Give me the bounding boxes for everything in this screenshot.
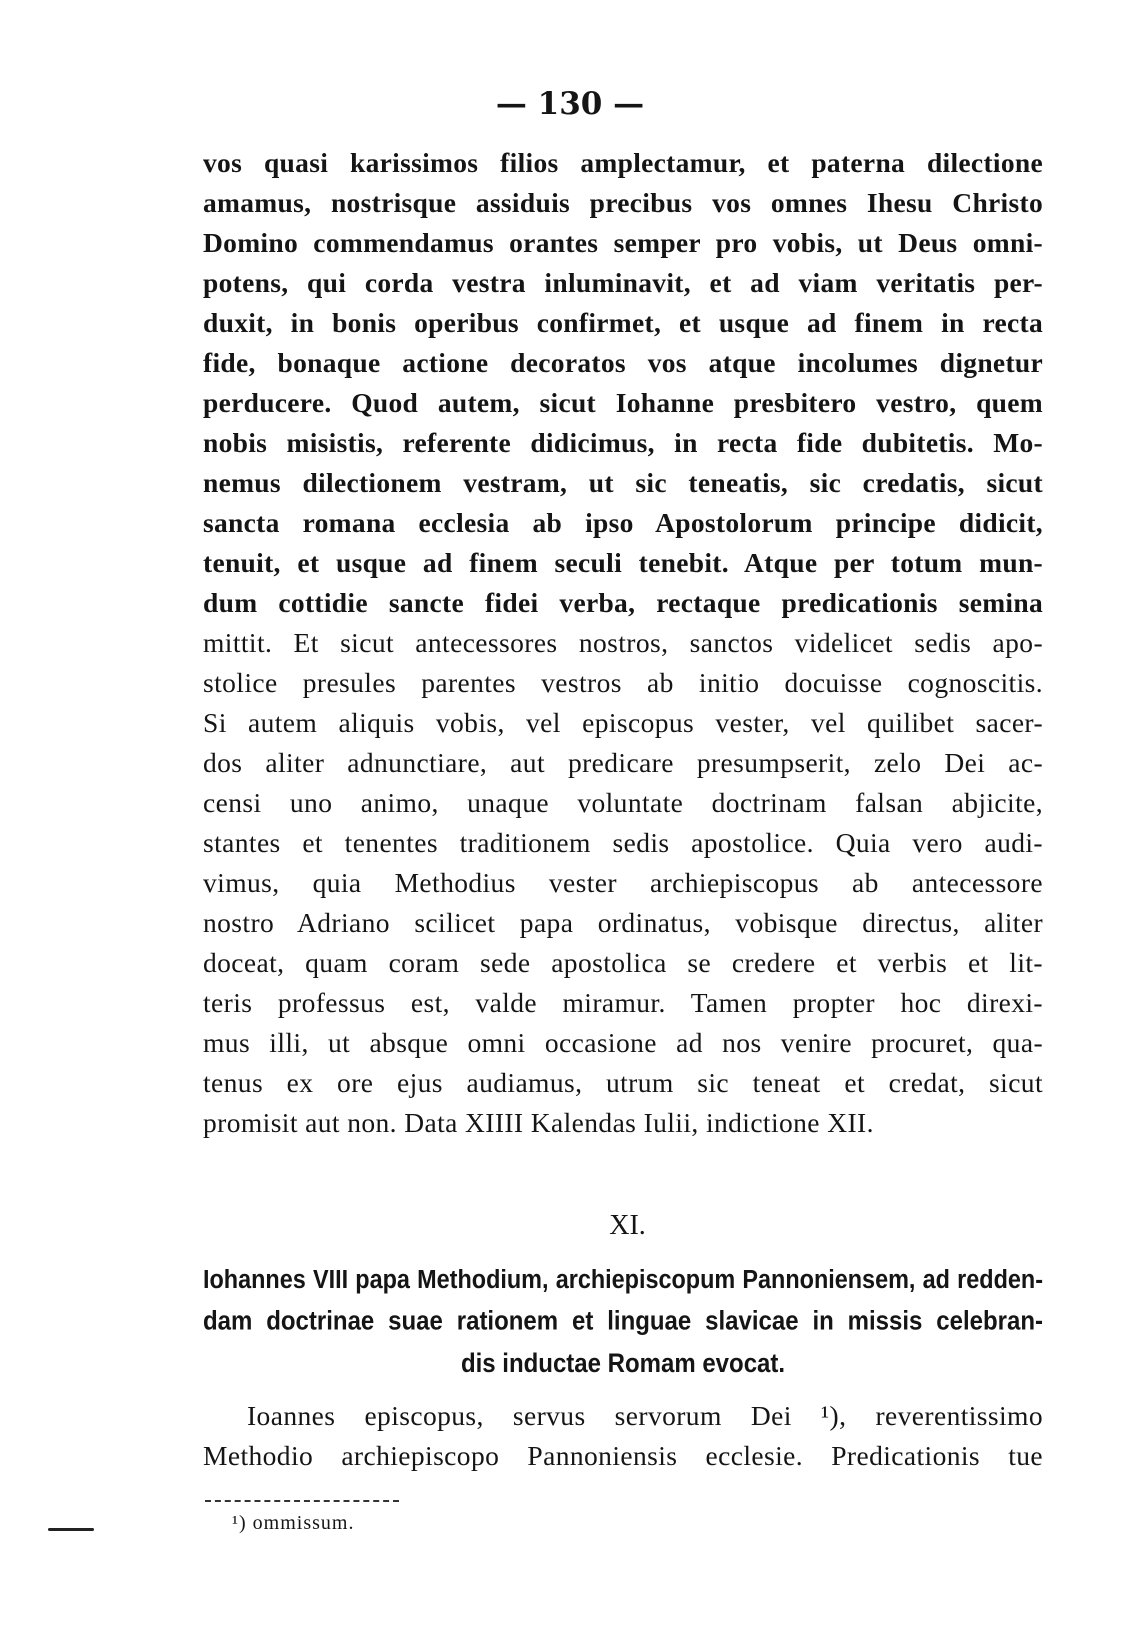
- text-line: Domino commendamus orantes semper pro vobis, ut Deus omni-: [203, 227, 1043, 258]
- margin-mark: [48, 1528, 94, 1531]
- footnote: ¹) ommissum.: [232, 1512, 355, 1534]
- heading-line: dis inductae Romam evocat.: [460, 1348, 786, 1379]
- text-line: tenuit, et usque ad finem seculi tenebit. Atque per totum mun-: [203, 547, 1043, 578]
- text-line: Si autem aliquis vobis, vel episcopus vester, vel quilibet sacer-: [203, 707, 1043, 738]
- text-line: fide, bonaque actione decoratos vos atque incolumes dignetur: [203, 347, 1043, 378]
- document-heading: [203, 1258, 1043, 1386]
- text-line: duxit, in bonis operibus confirmet, et usque ad finem in recta: [203, 307, 1043, 338]
- text-line: dum cottidie sancte fidei verba, rectaque predicationis semina: [203, 587, 1043, 618]
- body-text-upper: [203, 143, 1043, 623]
- text-line: amamus, nostrisque assiduis precibus vos omnes Ihesu Christo: [203, 187, 1043, 218]
- text-line: dos aliter adnunctiare, aut predicare presumpserit, zelo Dei ac-: [203, 747, 1043, 778]
- text-line: censi uno animo, unaque voluntate doctrinam falsan abjicite,: [203, 787, 1043, 818]
- heading-line: Iohannes VIII papa Methodium, archiepiscopum Pannoniensem, ad redden-: [203, 1264, 1043, 1294]
- heading-line: dam doctrinae suae rationem et linguae slavicae in missis celebran-: [203, 1306, 1043, 1337]
- text-line: stolice presules parentes vestros ab initio docuisse cognoscitis.: [203, 667, 1043, 698]
- text-line: mus illi, ut absque omni occasione ad nos venire procuret, qua-: [203, 1027, 1043, 1058]
- text-line: sancta romana ecclesia ab ipso Apostolorum principe didicit,: [203, 507, 1043, 538]
- footnote-rule: [205, 1500, 399, 1502]
- section-number: XI.: [609, 1210, 646, 1241]
- text-line: teris professus est, valde miramur. Tamen propter hoc direxi-: [203, 987, 1043, 1018]
- text-line: tenus ex ore ejus audiamus, utrum sic teneat et credat, sicut: [203, 1067, 1043, 1098]
- text-line: vimus, quia Methodius vester archiepiscopus ab antecessore: [203, 867, 1043, 898]
- text-line: nemus dilectionem vestram, ut sic teneatis, sic credatis, sicut: [203, 467, 1043, 498]
- page-number: — 130 —: [495, 86, 645, 122]
- text-line: mittit. Et sicut antecessores nostros, sanctos videlicet sedis apo-: [203, 627, 1043, 658]
- text-line: nostro Adriano scilicet papa ordinatus, vobisque directus, aliter: [203, 907, 1043, 938]
- text-line: Ioannes episcopus, servus servorum Dei ¹), reverentissimo: [247, 1400, 1043, 1431]
- letter-text: [203, 1396, 1043, 1476]
- text-line: perducere. Quod autem, sicut Iohanne presbitero vestro, quem: [203, 387, 1043, 418]
- text-line: nobis misistis, referente didicimus, in recta fide dubitetis. Mo-: [203, 427, 1043, 458]
- text-line: promisit aut non. Data XIIII Kalendas Iulii, indictione XII.: [203, 1107, 874, 1138]
- body-text-lower: [203, 623, 1043, 1143]
- text-line: vos quasi karissimos filios amplectamur, et paterna dilectione: [203, 147, 1043, 178]
- text-line: stantes et tenentes traditionem sedis apostolice. Quia vero audi-: [203, 827, 1043, 858]
- text-line: doceat, quam coram sede apostolica se credere et verbis et lit-: [203, 947, 1043, 978]
- text-line: Methodio archiepiscopo Pannoniensis ecclesie. Predicationis tue: [203, 1440, 1043, 1471]
- text-line: potens, qui corda vestra inluminavit, et ad viam veritatis per-: [203, 267, 1043, 298]
